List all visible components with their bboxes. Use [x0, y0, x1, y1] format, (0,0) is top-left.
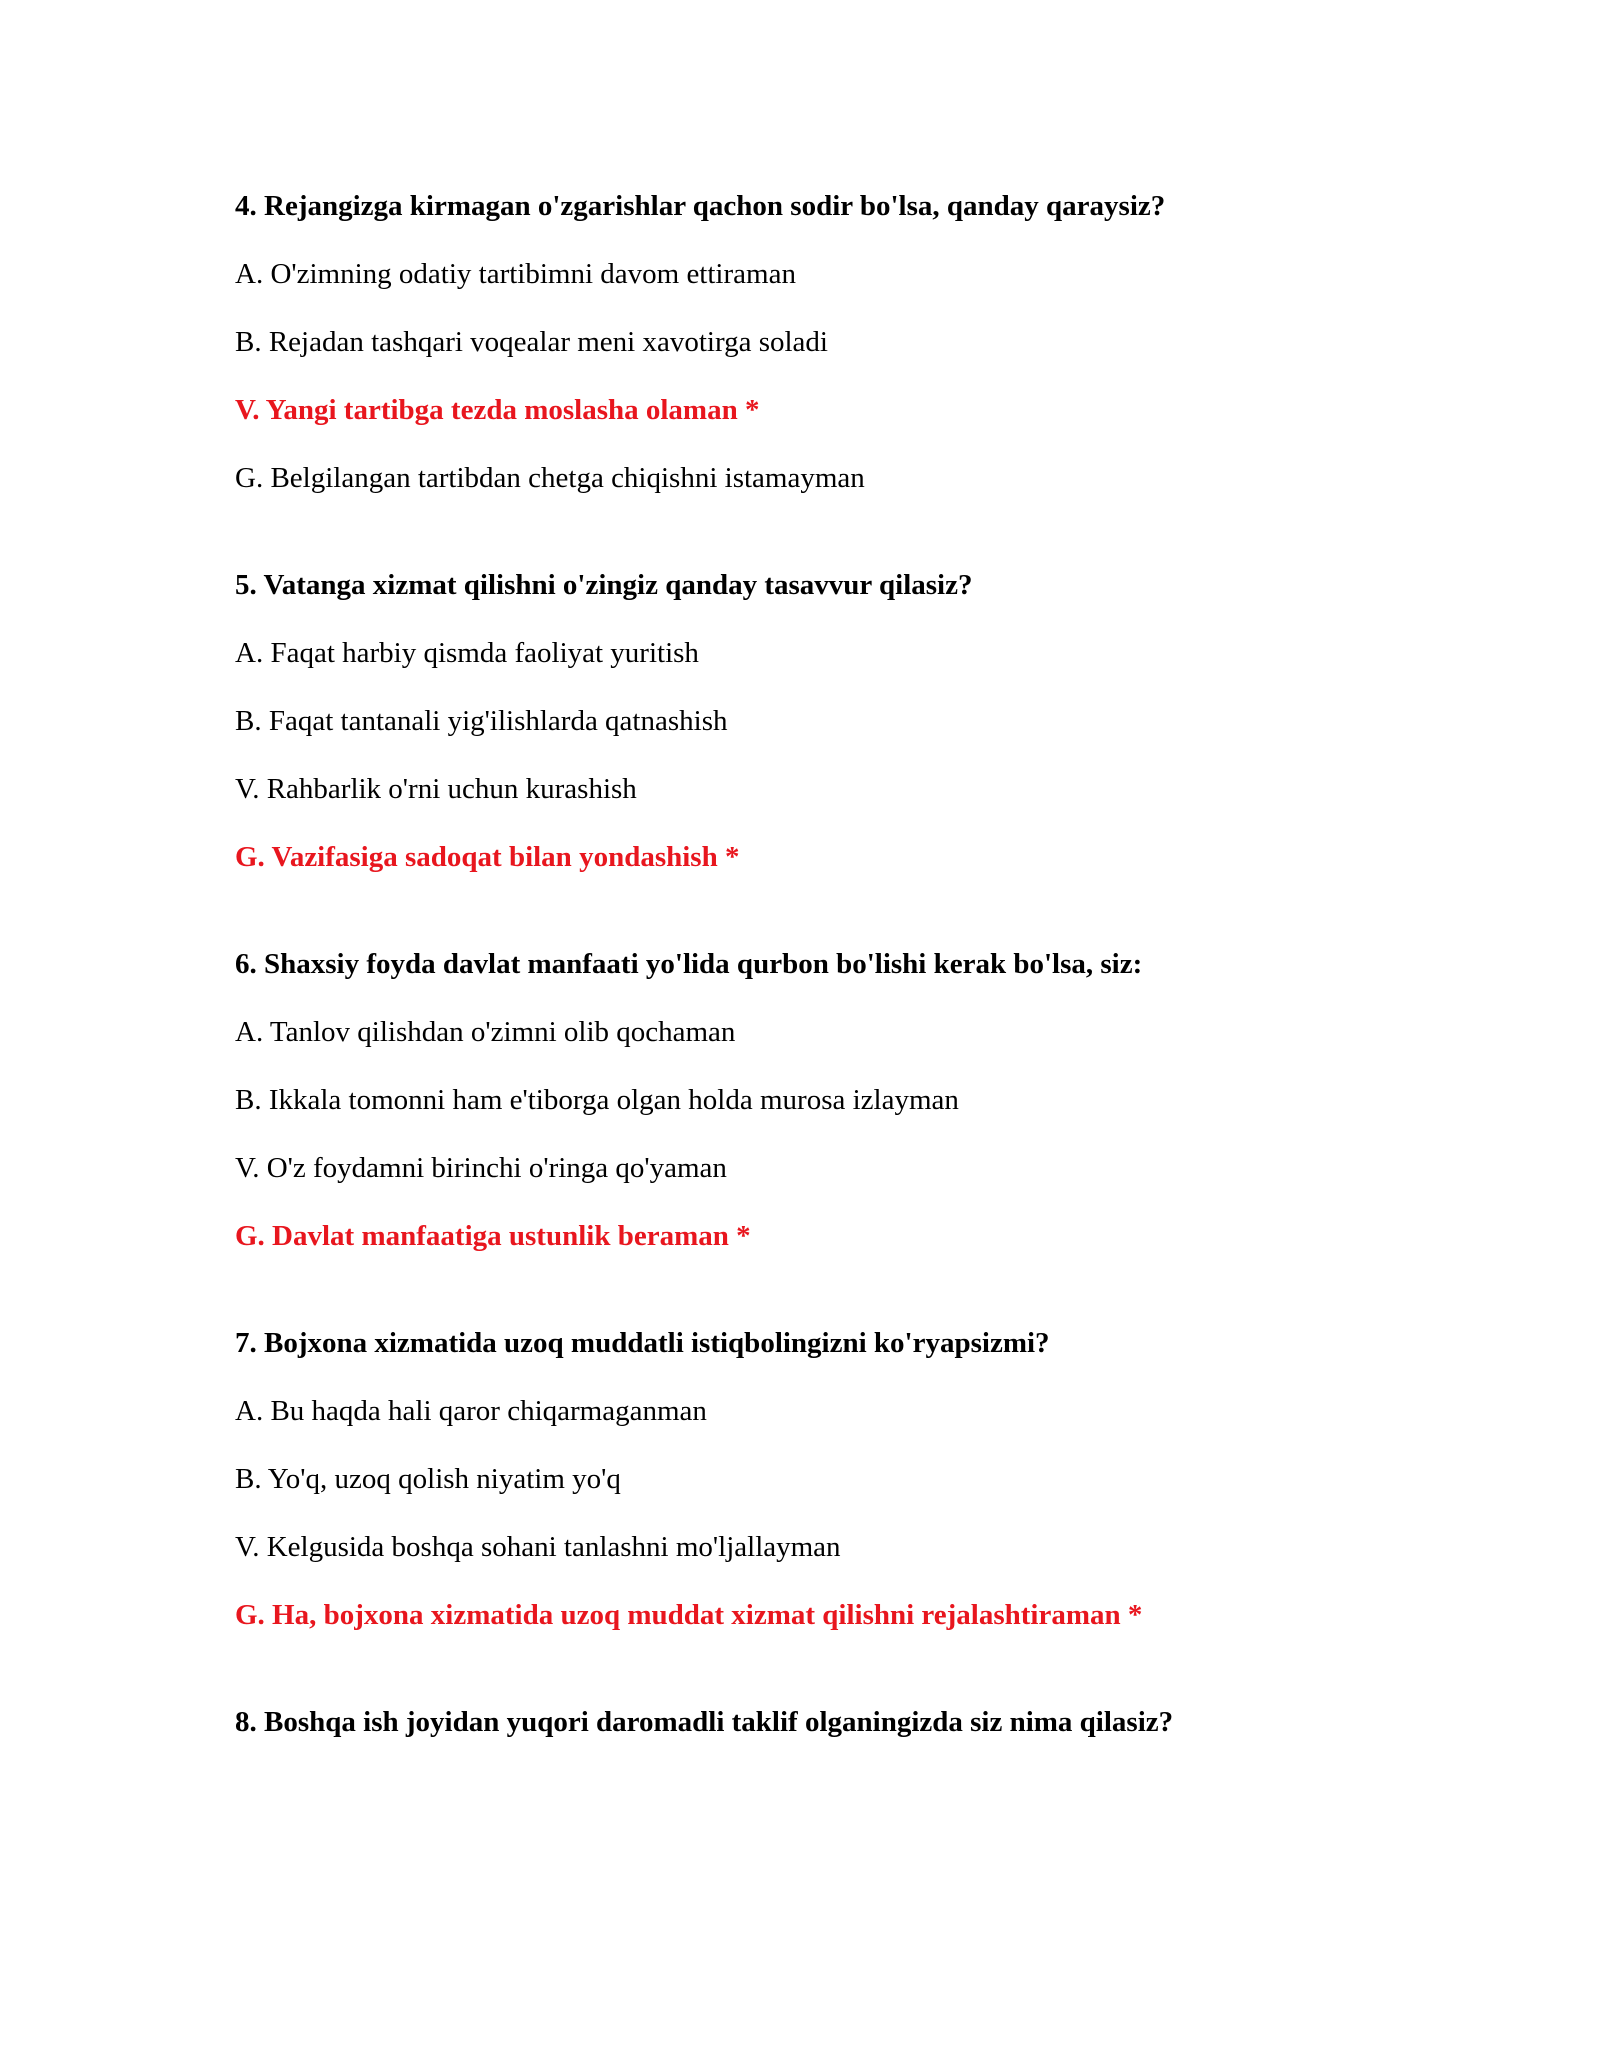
correct-answer-option: G. Davlat manfaatiga ustunlik beraman * [235, 1220, 751, 1252]
question-title: 6. Shaxsiy foyda davlat manfaati yo'lida qurbon bo'lishi kerak bo'lsa, siz: [235, 948, 1143, 980]
question-title: 7. Bojxona xizmatida uzoq muddatli istiqbolingizni ko'ryapsizmi? [235, 1327, 1050, 1359]
answer-option: V. O'z foydamni birinchi o'ringa qo'yaman [235, 1152, 727, 1184]
answer-option: A. O'zimning odatiy tartibimni davom ettiraman [235, 258, 796, 290]
answer-option: B. Yo'q, uzoq qolish niyatim yo'q [235, 1463, 621, 1495]
answer-option: A. Bu haqda hali qaror chiqarmaganman [235, 1395, 707, 1427]
correct-answer-option: V. Yangi tartibga tezda moslasha olaman * [235, 394, 760, 426]
question-block-6 [235, 944, 1435, 1256]
question-list [235, 186, 1435, 1809]
answer-option: V. Kelgusida boshqa sohani tanlashni mo'ljallayman [235, 1531, 841, 1563]
question-block-8 [235, 1702, 1435, 1742]
question-title: 5. Vatanga xizmat qilishni o'zingiz qanday tasavvur qilasiz? [235, 569, 973, 601]
answer-option: V. Rahbarlik o'rni uchun kurashish [235, 773, 637, 805]
correct-answer-option: G. Ha, bojxona xizmatida uzoq muddat xizmat qilishni rejalashtiraman * [235, 1599, 1143, 1631]
question-block-7 [235, 1323, 1435, 1635]
question-block-5 [235, 565, 1435, 877]
answer-option: B. Ikkala tomonni ham e'tiborga olgan holda murosa izlayman [235, 1084, 959, 1116]
question-title: 8. Boshqa ish joyidan yuqori daromadli taklif olganingizda siz nima qilasiz? [235, 1706, 1174, 1738]
correct-answer-option: G. Vazifasiga sadoqat bilan yondashish * [235, 841, 740, 873]
question-title: 4. Rejangizga kirmagan o'zgarishlar qachon sodir bo'lsa, qanday qaraysiz? [235, 190, 1166, 222]
answer-option: B. Rejadan tashqari voqealar meni xavotirga soladi [235, 326, 828, 358]
question-block-4 [235, 186, 1435, 498]
answer-option: A. Tanlov qilishdan o'zimni olib qochaman [235, 1016, 736, 1048]
answer-option: G. Belgilangan tartibdan chetga chiqishni istamayman [235, 462, 865, 494]
answer-option: B. Faqat tantanali yig'ilishlarda qatnashish [235, 705, 728, 737]
answer-option: A. Faqat harbiy qismda faoliyat yuritish [235, 637, 699, 669]
